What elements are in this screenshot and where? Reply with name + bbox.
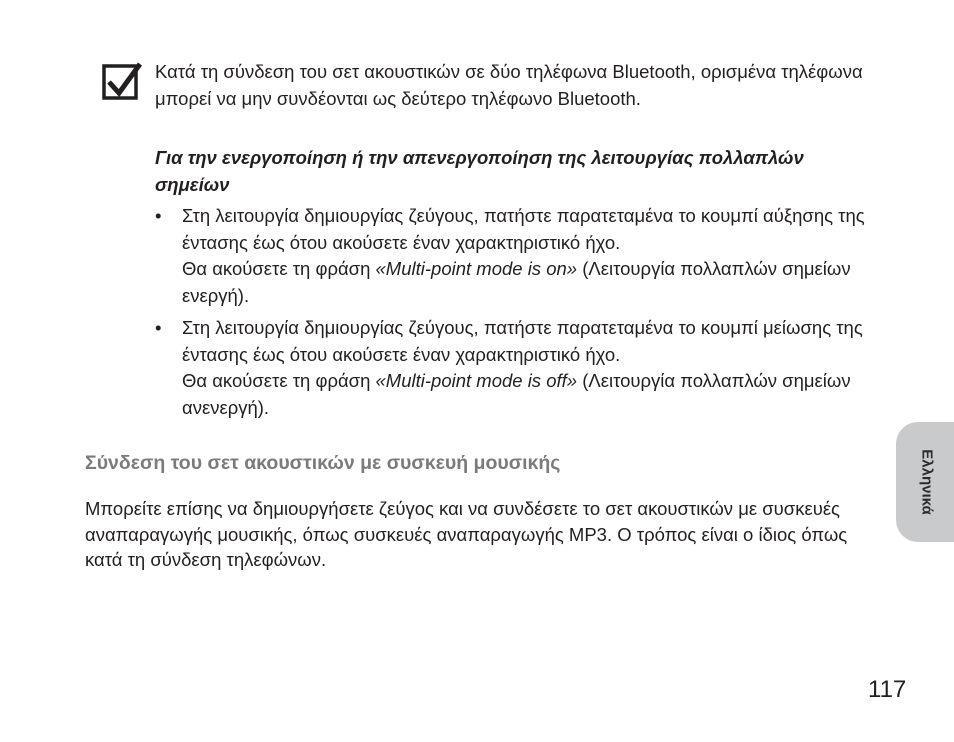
result-prefix: Θα ακούσετε τη φράση <box>182 370 376 391</box>
instruction-text: Στη λειτουργία δημιουργίας ζεύγους, πατήστε παρατεταμένα το κουμπί μείωσης της έντασης έως ότου ακούσετε έναν χαρακτηριστικό ήχο. <box>182 317 863 365</box>
section-title: Σύνδεση του σετ ακουστικών με συσκευή μουσικής <box>85 452 561 474</box>
list-item <box>155 203 875 309</box>
note-text: Κατά τη σύνδεση του σετ ακουστικών σε δύο τηλέφωνα Bluetooth, ορισμένα τηλέφωνα μπορεί να μην συνδέονται ως δεύτερο τηλέφωνο Bluetooth. <box>155 61 863 109</box>
section-body: Μπορείτε επίσης να δημιουργήσετε ζεύγος και να συνδέσετε το σετ ακουστικών με συσκευές αναπαραγωγής μουσικής, όπως συσκευές αναπαραγωγής MP3. Ο τρόπος είναι ο ίδιος όπως κατά τη σύνδεση τηλεφώνων. <box>85 498 848 570</box>
procedure-heading: Για την ενεργοποίηση ή την απενεργοποίηση της λειτουργίας πολλαπλών σημείων <box>155 147 804 195</box>
page-number: 117 <box>868 676 907 703</box>
language-tab-label: Ελληνικά <box>918 449 936 515</box>
instruction-text: Στη λειτουργία δημιουργίας ζεύγους, πατήστε παρατεταμένα το κουμπί αύξησης της έντασης έως ότου ακούσετε έναν χαρακτηριστικό ήχο. <box>182 205 865 253</box>
voice-phrase: «Multi-point mode is on» <box>375 258 578 279</box>
result-text <box>182 256 875 309</box>
checkbox-note-icon <box>102 62 142 102</box>
bullet-icon: • <box>155 205 162 226</box>
list-item <box>155 315 875 421</box>
result-suffix: (Λειτουργία πολλαπλών σημείων ενεργή). <box>182 258 851 306</box>
procedure-list <box>155 203 875 427</box>
bullet-icon: • <box>155 317 162 338</box>
result-prefix: Θα ακούσετε τη φράση <box>182 258 376 279</box>
voice-phrase: «Multi-point mode is off» <box>375 370 578 391</box>
result-suffix: (Λειτουργία πολλαπλών σημείων ανενεργή). <box>182 370 851 418</box>
result-text <box>182 368 875 421</box>
